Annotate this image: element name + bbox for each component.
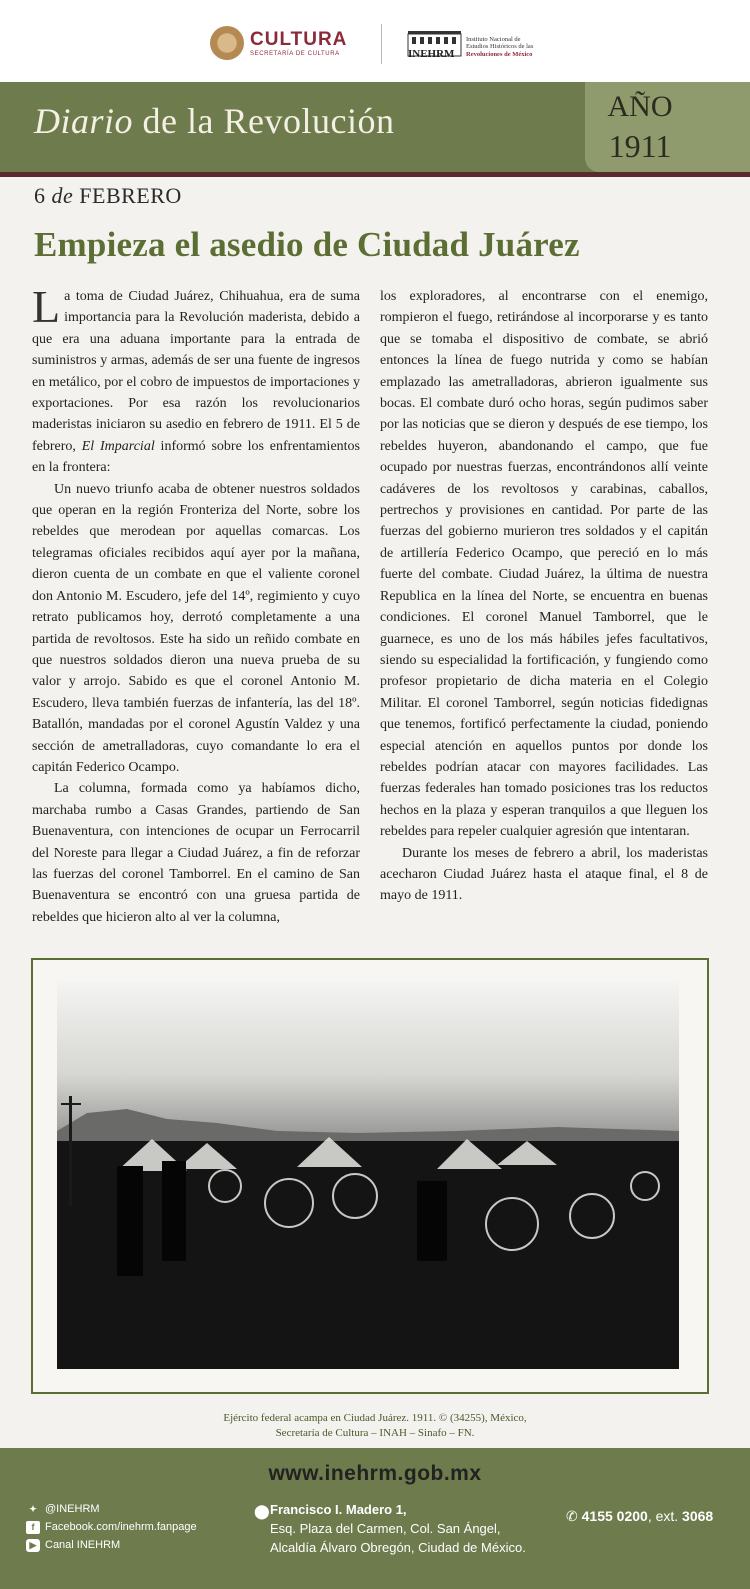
address-title: Francisco I. Madero 1, <box>270 1502 407 1517</box>
location-pin-icon: ⬤ <box>254 1503 270 1519</box>
youtube-label: Canal INEHRM <box>45 1539 121 1551</box>
title-rest: de la Revolución <box>133 101 395 141</box>
paragraph-2: Un nuevo triunfo acaba de obtener nuestros soldados que operan en la región Fronteriza del Norte, sobre los rebeldes que merodean por aquellas comarcas. Los telegramas oficiales recibidos aquí ayer por la mañana, dieron cuenta de un combate en que el valiente coronel don Antonio M. Escudero, jefe del 14º, regimiento y cuyo retrato publicamos hoy, derrotó completamente a una partida de revoltosos. Este ha sido un reñido combate en que nuestros soldados dieron una nueva prueba de su valor y arrojo. Sabido es que el coronel Antonio M. Escudero, lleva también fuerzas de infantería, las del 18º. Batallón, mandadas por el coronel Agustín Valdez y una sección de ametralladoras, cuyo comandante lo era el capitán Federico Ocampo. <box>32 481 360 775</box>
phone-ext: 3068 <box>682 1508 714 1524</box>
banner-underline <box>0 172 750 177</box>
year-label: AÑO <box>607 90 673 123</box>
cultura-title: CULTURA <box>250 29 348 50</box>
inehrm-line2: Estudios Históricos de las <box>466 43 534 50</box>
photo-caption <box>150 1411 600 1441</box>
cultura-subtitle: SECRETARÍA DE CULTURA <box>250 51 340 57</box>
social-youtube[interactable] <box>26 1536 197 1554</box>
phone-ext-label: , ext. <box>647 1508 683 1524</box>
address-block <box>254 1500 526 1557</box>
top-header <box>0 0 750 82</box>
address-line2: Esq. Plaza del Carmen, Col. San Ángel, <box>270 1521 501 1536</box>
date-day: 6 <box>34 183 46 208</box>
historic-photo <box>57 981 679 1369</box>
year-value: 1911 <box>608 128 672 164</box>
social-facebook[interactable] <box>26 1518 197 1536</box>
paragraph-4: Durante los meses de febrero a abril, los maderistas acecharon Ciudad Juárez hasta el ataque final, el 8 de mayo de 1911. <box>380 845 708 904</box>
address-line3: Alcaldía Álvaro Obregón, Ciudad de México. <box>270 1540 526 1555</box>
social-twitter[interactable] <box>26 1500 197 1518</box>
army-camp-image <box>57 981 679 1369</box>
paragraph-3: La columna, formada como ya habíamos dicho, marchaba rumbo a Casas Grandes, partiendo de San Buenaventura, con intenciones de ocupar un Ferrocarril del Noreste para llegar a Ciudad Juárez, a fin de reforzar las fuerzas del coronel Tamborrel. En el camino de San Buenaventura se encontró con una gruesa partida de rebeldes que hicieron alto al ver la columna, <box>32 781 360 925</box>
facebook-label: Facebook.com/inehrm.fanpage <box>45 1521 197 1533</box>
inehrm-line3: Revoluciones de México <box>466 50 533 58</box>
website-link[interactable]: www.inehrm.gob.mx <box>268 1462 482 1485</box>
date-month: FEBRERO <box>79 183 182 208</box>
phone-block[interactable] <box>566 1508 713 1525</box>
phone-number: 4155 0200 <box>581 1508 648 1524</box>
phone-icon: ✆ <box>566 1508 582 1524</box>
article-column-right <box>380 286 708 907</box>
paragraph-3-continued: los exploradores, al encontrarse con el enemigo, rompieron el fuego, retirándose al incorporarse y es tanto que se tomaba el dispositivo de combate, se abrió entonces la línea de fuego nutrida y como se habían emplazado las ametralladoras, abrieron igualmente sus bocas. El combate duró ocho horas, según pudimos saber por las noticias que se dieron y después de ese tiempo, los rebeldes huyeron, abandonando el campo, que fue ocupado por nuestras fuerzas, encontrándonos allí veinte cadáveres de los revoltosos y carabinas, caballos, pertrechos y provisiones en cantidad. Por parte de las fuerzas del gobierno murieron tres soldados y el capitán de artillería Federico Ocampo, que pereció en lo más fuerte del combate. Ciudad Juárez, la última de nuestra Republica en la línea del Norte, se encuentra en buenas condiciones. El coronel Manuel Tamborrel, que le guarnece, es uno de los más hábiles jefes facultativos, siendo su especialidad la fortificación, y fungiendo como profesor propietario de dicha materia en el Colegio Militar. El coronel Tamborrel, según noticias fidedignas que tenemos, fortificó perfectamente la ciudad, poniendo especial atención en aquellos puntos por donde los rebeldes podrían atacar con mayores facilidades. Las fuerzas federales han tomado posiciones tras los reductos hechos en la plaza y esperan tranquilos a que lleguen los rebeldes para repeler cualquier agresión que intentaran. <box>380 289 708 840</box>
caption-line1: Ejército federal acampa en Ciudad Juárez. 1911. © (34255), México, <box>223 1412 527 1424</box>
paragraph-1: La toma de Ciudad Juárez, Chihuahua, era de suma importancia para la Revolución maderista, debido a que era una aduana importante para la entrada de suministros y armas, además de ser una fuente de ingresos en metálico, por el cobro de impuestos de importaciones y exportaciones. Por esa razón los revolucionarios maderistas iniciaron su asedio en febrero de 1911. El 5 de febrero, El Imparcial informó sobre los enfrentamientos en la frontera: <box>32 281 360 476</box>
mexico-seal-icon <box>210 26 244 60</box>
cultura-logo[interactable] <box>210 26 347 60</box>
social-links <box>26 1500 197 1554</box>
date-de: de <box>51 183 74 208</box>
drop-cap: L <box>32 281 61 332</box>
logo-divider <box>381 24 382 64</box>
headline: Empieza el asedio de Ciudad Juárez <box>34 225 580 264</box>
youtube-icon: ▶ <box>26 1539 40 1552</box>
newspaper-name: El Imparcial <box>81 438 155 454</box>
twitter-label: @INEHRM <box>45 1503 100 1515</box>
inehrm-wordmark: INEHRM <box>408 48 455 60</box>
title-italic: Diario <box>34 101 134 141</box>
article-column-left <box>32 281 360 928</box>
publication-title <box>34 100 394 142</box>
caption-line2: Secretaría de Cultura – INAH – Sinafo – FN. <box>275 1427 475 1439</box>
article-date <box>34 183 182 209</box>
twitter-icon: ✦ <box>29 1503 37 1514</box>
facebook-icon: f <box>26 1521 40 1534</box>
inehrm-line1: Instituto Nacional de <box>466 35 521 43</box>
